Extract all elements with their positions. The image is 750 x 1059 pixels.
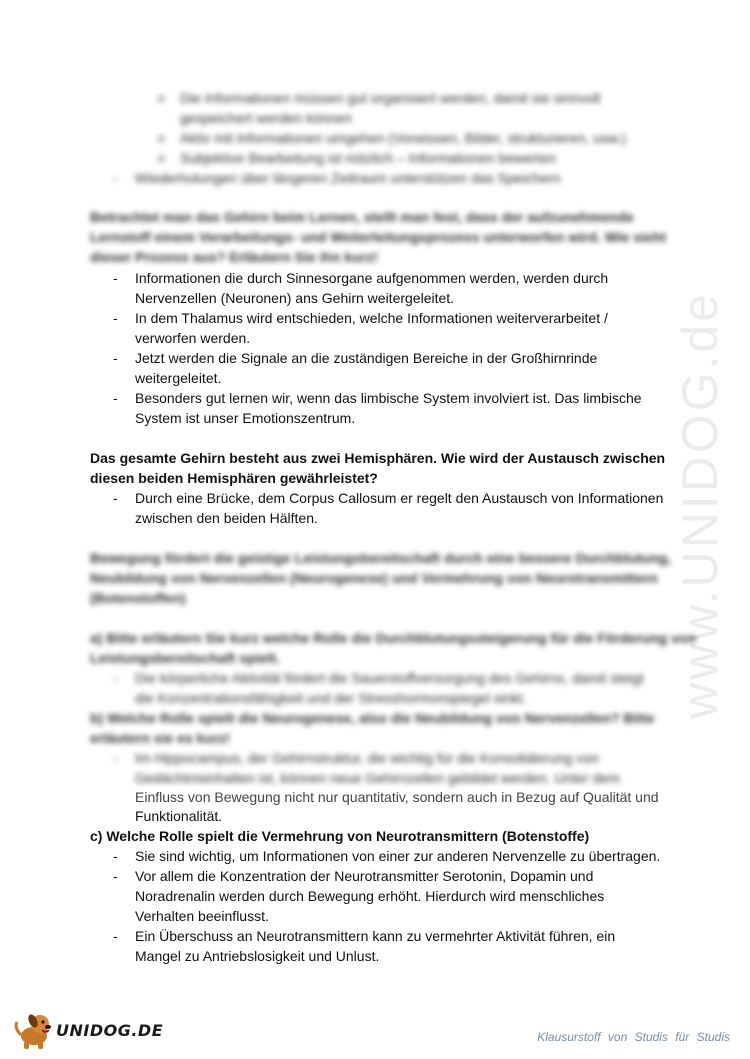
circle-bullet: o (158, 131, 165, 145)
list-item: zwischen den beiden Hälften. (135, 510, 318, 526)
text-line: dieser Prozess aus? Erläutern Sie ihn kurz! (90, 249, 378, 265)
text-line: Einfluss von Bewegung nicht nur quantitativ, sondern auch in Bezug auf Qualität und (135, 789, 659, 805)
question-heading: Das gesamte Gehirn besteht aus zwei Hemisphären. Wie wird der Austausch zwischen (90, 450, 666, 466)
list-item: Mangel zu Antriebslosigkeit und Unlust. (135, 948, 380, 964)
list-item: Ein Überschuss an Neurotransmittern kann zu vermehrter Aktivität führen, ein (135, 928, 616, 944)
list-item: verworfen werden. (135, 330, 251, 346)
text-line: Subjektive Bearbeitung ist nützlich – Informationen bewerten (180, 150, 556, 166)
dog-mascot-icon (12, 1010, 58, 1050)
text-line: b) Welche Rolle spielt die Neurogenese, also die Neubildung von Nervenzellen? Bitte (90, 710, 655, 726)
watermark: www.UNIDOG.de (672, 291, 728, 719)
text-line: gespeichert werden können (180, 110, 353, 126)
list-item: Verhalten beeinflusst. (135, 908, 269, 924)
brand-name: UNIDOG.DE (56, 1020, 164, 1040)
list-item: Durch eine Brücke, dem Corpus Callosum er regelt den Austausch von Informationen (135, 490, 664, 506)
question-heading: c) Welche Rolle spielt die Vermehrung von Neurotransmittern (Botenstoffe) (90, 828, 590, 844)
list-item: Vor allem die Konzentration der Neurotransmitter Serotonin, Dopamin und (135, 868, 594, 884)
dash-bullet: - (113, 928, 118, 944)
text-line: (Botenstoffen) (90, 590, 186, 606)
text-line: Aktiv mit Informationen umgehen (Vorwissen, Bilder, strukturieren, usw.) (180, 130, 626, 146)
dash-bullet: - (113, 670, 118, 686)
list-item: weitergeleitet. (135, 370, 222, 386)
list-item: Informationen die durch Sinnesorgane aufgenommen werden, werden durch (135, 270, 609, 286)
dash-bullet: - (113, 490, 118, 506)
text-line: Bewegung fördert die geistige Leistungsbereitschaft durch eine bessere Durchblutung, (90, 550, 672, 566)
text-line: Lernstoff einem Verarbeitungs- und Weiterleitungsprozess unterworfen wird. Wie sieht (90, 229, 667, 245)
text-line: Die körperliche Aktivität fördert die Sauerstoffversorgung des Gehirns, damit steigt (135, 670, 644, 686)
list-item: In dem Thalamus wird entschieden, welche Informationen weiterverarbeitet / (135, 310, 608, 326)
dash-bullet: - (113, 390, 118, 406)
text-line: a) Bitte erläutern Sie kurz welche Rolle die Durchblutungssteigerung für die Förderung von (90, 630, 696, 646)
text-line: die Konzentrationsfähigkeit und der Stresshormonspiegel sinkt. (135, 690, 527, 706)
circle-bullet: o (158, 91, 165, 105)
text-line: Betrachtet man das Gehirn beim Lernen, stellt man fest, dass der aufzunehmende (90, 209, 634, 225)
dash-bullet: - (113, 350, 118, 366)
text-line: Funktionalität. (135, 808, 223, 824)
dash-bullet: - (113, 170, 118, 186)
footer-tagline: Klausurstoff von Studis für Studis (537, 1030, 730, 1044)
question-heading: diesen beiden Hemisphären gewährleistet? (90, 470, 378, 486)
dash-bullet: - (113, 868, 118, 884)
list-item: Jetzt werden die Signale an die zuständigen Bereiche in der Großhirnrinde (135, 350, 598, 366)
dash-bullet: - (113, 270, 118, 286)
text-line: Neubildung von Nervenzellen (Neurogenese) und Vermehrung von Neurotransmittern (90, 570, 658, 586)
list-item: Noradrenalin werden durch Bewegung erhöht. Hierdurch wird menschliches (135, 888, 605, 904)
text-line: Gedächtnisinhalten ist, können neue Gehirnzellen gebildet werden. Unter dem (135, 770, 620, 786)
circle-bullet: o (158, 151, 165, 165)
text-line: Im Hippocampus, der Gehirnstruktur, die wichtig für die Konsolidierung von (135, 750, 599, 766)
text-line: Wiederholungen über längeren Zeitraum unterstützen das Speichern (135, 170, 561, 186)
list-item: Besonders gut lernen wir, wenn das limbische System involviert ist. Das limbische (135, 390, 642, 406)
text-line: Die Informationen müssen gut organisiert werden, damit sie sinnvoll (180, 90, 601, 106)
text-line: Leistungsbereitschaft spielt. (90, 650, 280, 666)
footer-logo (12, 1010, 163, 1050)
list-item: Sie sind wichtig, um Informationen von einer zur anderen Nervenzelle zu übertragen. (135, 848, 661, 864)
text-line: erläutern sie es kurz! (90, 730, 231, 746)
list-item: System ist unser Emotionszentrum. (135, 410, 356, 426)
list-item: Nervenzellen (Neuronen) ans Gehirn weitergeleitet. (135, 290, 455, 306)
dash-bullet: - (113, 750, 118, 766)
dash-bullet: - (113, 848, 118, 864)
dash-bullet: - (113, 310, 118, 326)
